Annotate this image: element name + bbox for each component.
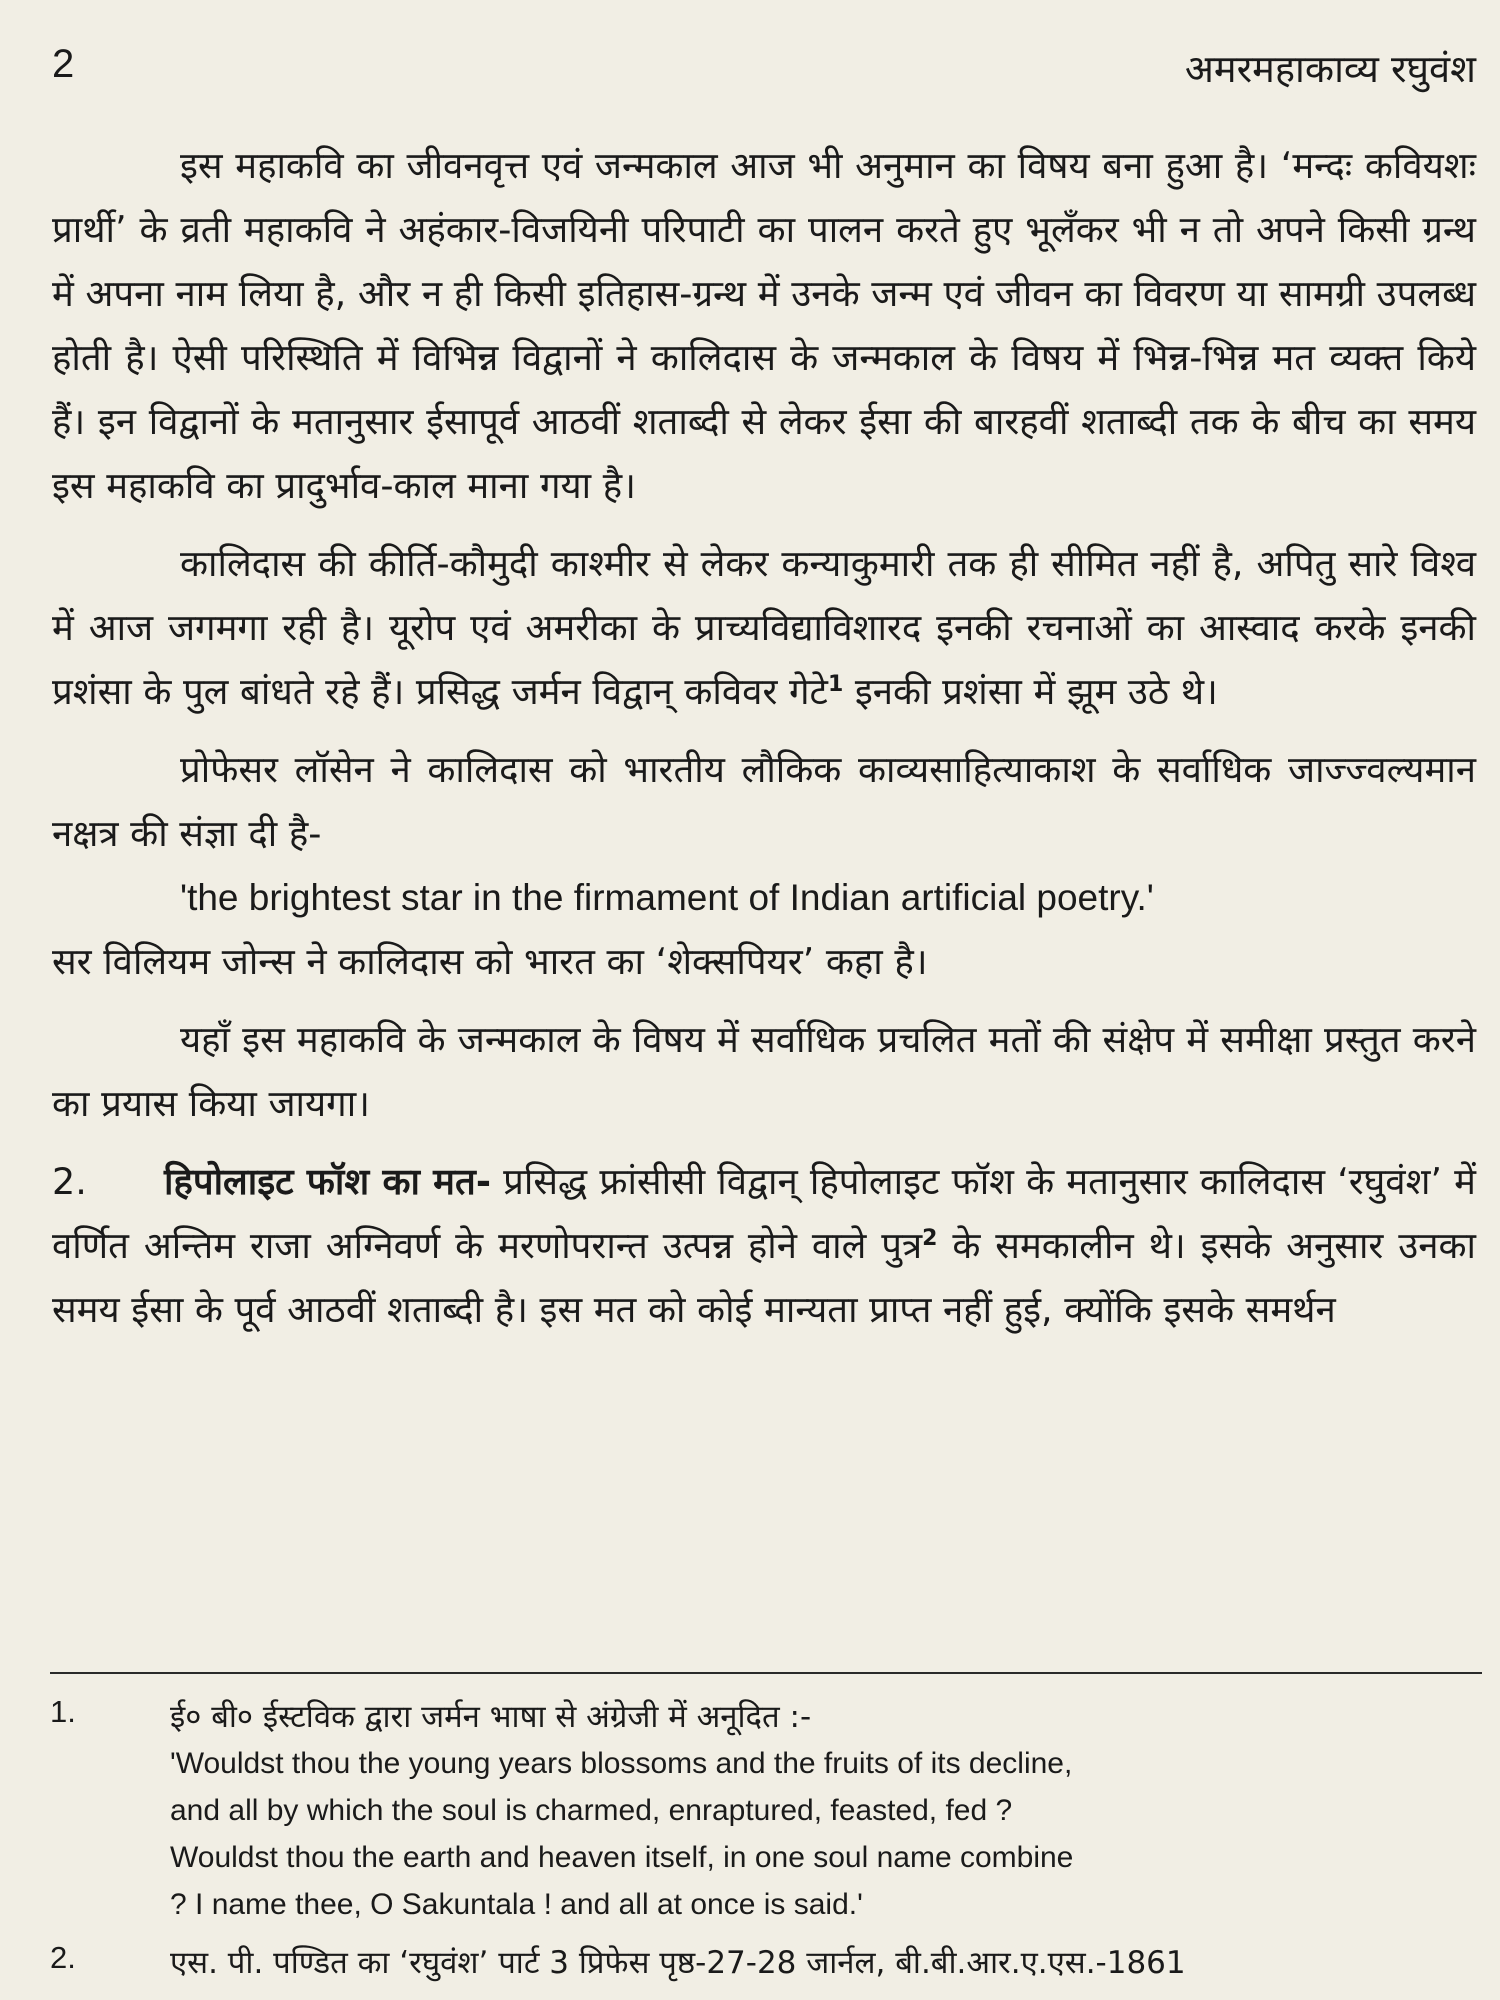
footnote-number: 2. [50,1940,76,1975]
paragraph-3: प्रोफेसर लॉसेन ने कालिदास को भारतीय लौकिक काव्यसाहित्याकाश के सर्वाधिक जाज्ज्वल्यमान नक्षत्र की संज्ञा दी है- [52,748,1476,855]
footnote-number: 1. [50,1694,76,1729]
footnote-ref-1: 1 [827,671,844,697]
paragraph-2-text-end: इनकी प्रशंसा में झूम उठे थे। [843,670,1218,713]
footnote-1-intro: ई० बी० ईस्टविक द्वारा जर्मन भाषा से अंग्रेजी में अनूदित :- [170,1699,812,1735]
footnote-ref-2: 2 [922,1225,938,1251]
paragraph-5: यहाँ इस महाकवि के जन्मकाल के विषय में सर्वाधिक प्रचलित मतों की संक्षेप में समीक्षा प्रस्तुत करने का प्रयास किया जायगा। [52,1018,1476,1125]
footnote-1-quote: 'Wouldst thou the young years blossoms and the fruits of its decline, and all by which the soul is charmed, enraptured, feasted, fed ? Wouldst thou the earth and heaven itself, in one soul name combine ? I name thee, O Sakuntala ! and all at once is said.' [170,1747,1074,1921]
footnote-divider [50,1672,1482,1674]
footnotes [50,1694,1476,1998]
paragraph-4: सर विलियम जोन्स ने कालिदास को भारत का ‘शेक्सपियर’ कहा है। [52,940,928,983]
english-quote: 'the brightest star in the firmament of Indian artificial poetry.' [180,877,1154,918]
paragraph-2-text: कालिदास की कीर्ति-कौमुदी काश्मीर से लेकर कन्याकुमारी तक ही सीमित नहीं है, अपितु सारे विश्व में आज जगमगा रही है। यूरोप एवं अमरीका के प्राच्यविद्याविशारद इनकी रचनाओं का आस्वाद करके इनकी प्रशंसा के पुल बांधते रहे हैं। प्रसिद्ध जर्मन विद्वान् कविवर गेटे [52,542,1476,713]
section-text-end: के समकालीन थे। इसके अनुसार उनका समय ईसा के पूर्व आठवीं शताब्दी है। इस मत को कोई मान्यता प्राप्त नहीं हुई, क्योंकि इसके समर्थन [52,1224,1476,1331]
body-text [52,134,1476,1356]
footnote-2-text: एस. पी. पण्डित का ‘रघुवंश’ पार्ट 3 प्रिफेस पृष्ठ-27-28 जार्नल, बी.बी.आर.ए.एस.-1861 [170,1945,1186,1981]
page-number: 2 [52,42,75,86]
footnote-1 [50,1694,1476,1928]
section-number: 2. [52,1160,87,1203]
section-text: प्रसिद्ध फ्रांसीसी विद्वान् हिपोलाइट फॉश के मतानुसार कालिदास ‘रघुवंश’ में वर्णित अन्तिम राजा अग्निवर्ण के मरणोपरान्त उत्पन्न होने वाले पुत्र [52,1160,1476,1267]
footnote-2 [50,1940,1476,1986]
section-2 [52,1150,1476,1342]
page-header [52,42,1476,102]
paragraph-2 [52,532,1476,724]
section-heading: हिपोलाइट फॉश का मत- [164,1160,491,1203]
running-title: अमरमहाकाव्य रघुवंश [1184,47,1476,91]
paragraph-1: इस महाकवि का जीवनवृत्त एवं जन्मकाल आज भी अनुमान का विषय बना हुआ है। ‘मन्दः कवियशः प्रार्थी’ के व्रती महाकवि ने अहंकार-विजयिनी परिपाटी का पालन करते हुए भूलँकर भी न तो अपने किसी ग्रन्थ में अपना नाम लिया है, और न ही किसी इतिहास-ग्रन्थ में उनके जन्म एवं जीवन का विवरण या सामग्री उपलब्ध होती है। ऐसी परिस्थिति में विभिन्न विद्वानों ने कालिदास के जन्मकाल के विषय में भिन्न-भिन्न मत व्यक्त किये हैं। इन विद्वानों के मतानुसार ईसापूर्व आठवीं शताब्दी से लेकर ईसा की बारहवीं शताब्दी तक के बीच का समय इस महाकवि का प्रादुर्भाव-काल माना गया है। [52,144,1476,507]
